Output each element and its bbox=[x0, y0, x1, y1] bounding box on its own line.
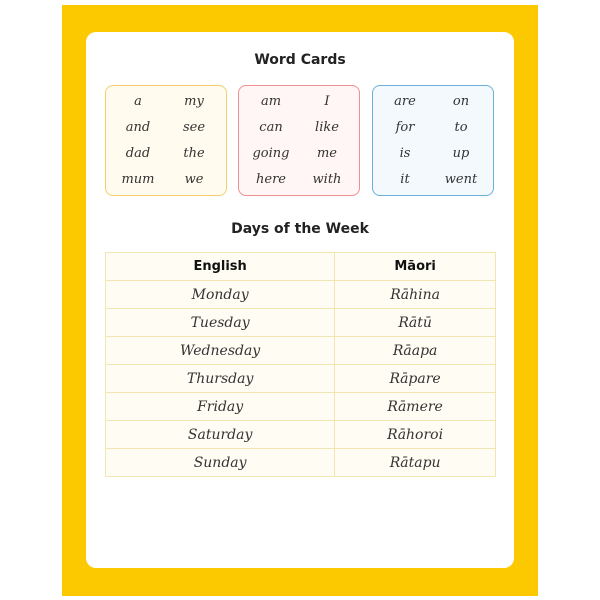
table-row bbox=[106, 365, 496, 393]
worksheet-page bbox=[86, 32, 514, 568]
english-day: Monday bbox=[106, 281, 335, 309]
table-row bbox=[106, 449, 496, 477]
table-row bbox=[106, 421, 496, 449]
word: we bbox=[184, 171, 204, 187]
word: and bbox=[125, 120, 151, 136]
maori-day: Rāhoroi bbox=[335, 421, 496, 449]
english-day: Thursday bbox=[106, 365, 335, 393]
word: my bbox=[184, 94, 204, 110]
maori-day: Rātū bbox=[335, 309, 496, 337]
table-row bbox=[106, 281, 496, 309]
word: like bbox=[315, 120, 339, 136]
english-day: Tuesday bbox=[106, 309, 335, 337]
word: am bbox=[260, 94, 282, 110]
table-header-row bbox=[106, 253, 496, 281]
header-maori: Māori bbox=[335, 253, 496, 281]
english-day: Friday bbox=[106, 393, 335, 421]
word: here bbox=[256, 171, 286, 187]
word-card-yellow bbox=[105, 85, 227, 196]
word: the bbox=[183, 145, 205, 161]
table-row bbox=[106, 393, 496, 421]
word: with bbox=[312, 171, 342, 187]
word: see bbox=[182, 120, 206, 136]
word-card-blue bbox=[372, 85, 494, 196]
word: are bbox=[394, 94, 416, 110]
word: a bbox=[134, 94, 142, 110]
table-row bbox=[106, 309, 496, 337]
word: it bbox=[400, 171, 410, 187]
table-row bbox=[106, 337, 496, 365]
word: going bbox=[252, 145, 290, 161]
english-day: Wednesday bbox=[106, 337, 335, 365]
word-card-red bbox=[238, 85, 360, 196]
word: mum bbox=[121, 171, 155, 187]
word: me bbox=[316, 145, 338, 161]
word: for bbox=[395, 120, 415, 136]
word: can bbox=[259, 120, 283, 136]
maori-day: Rāhina bbox=[335, 281, 496, 309]
english-day: Saturday bbox=[106, 421, 335, 449]
maori-day: Rāmere bbox=[335, 393, 496, 421]
maori-day: Rāpare bbox=[335, 365, 496, 393]
word: up bbox=[452, 145, 470, 161]
word: on bbox=[452, 94, 470, 110]
word: went bbox=[444, 171, 478, 187]
english-day: Sunday bbox=[106, 449, 335, 477]
word-cards-title: Word Cards bbox=[254, 52, 346, 68]
word: I bbox=[324, 94, 330, 110]
word: to bbox=[454, 120, 468, 136]
header-english: English bbox=[106, 253, 335, 281]
maori-day: Rātapu bbox=[335, 449, 496, 477]
maori-day: Rāapa bbox=[335, 337, 496, 365]
word: dad bbox=[125, 145, 151, 161]
days-table bbox=[105, 252, 496, 477]
word: is bbox=[399, 145, 411, 161]
days-title: Days of the Week bbox=[231, 221, 369, 237]
